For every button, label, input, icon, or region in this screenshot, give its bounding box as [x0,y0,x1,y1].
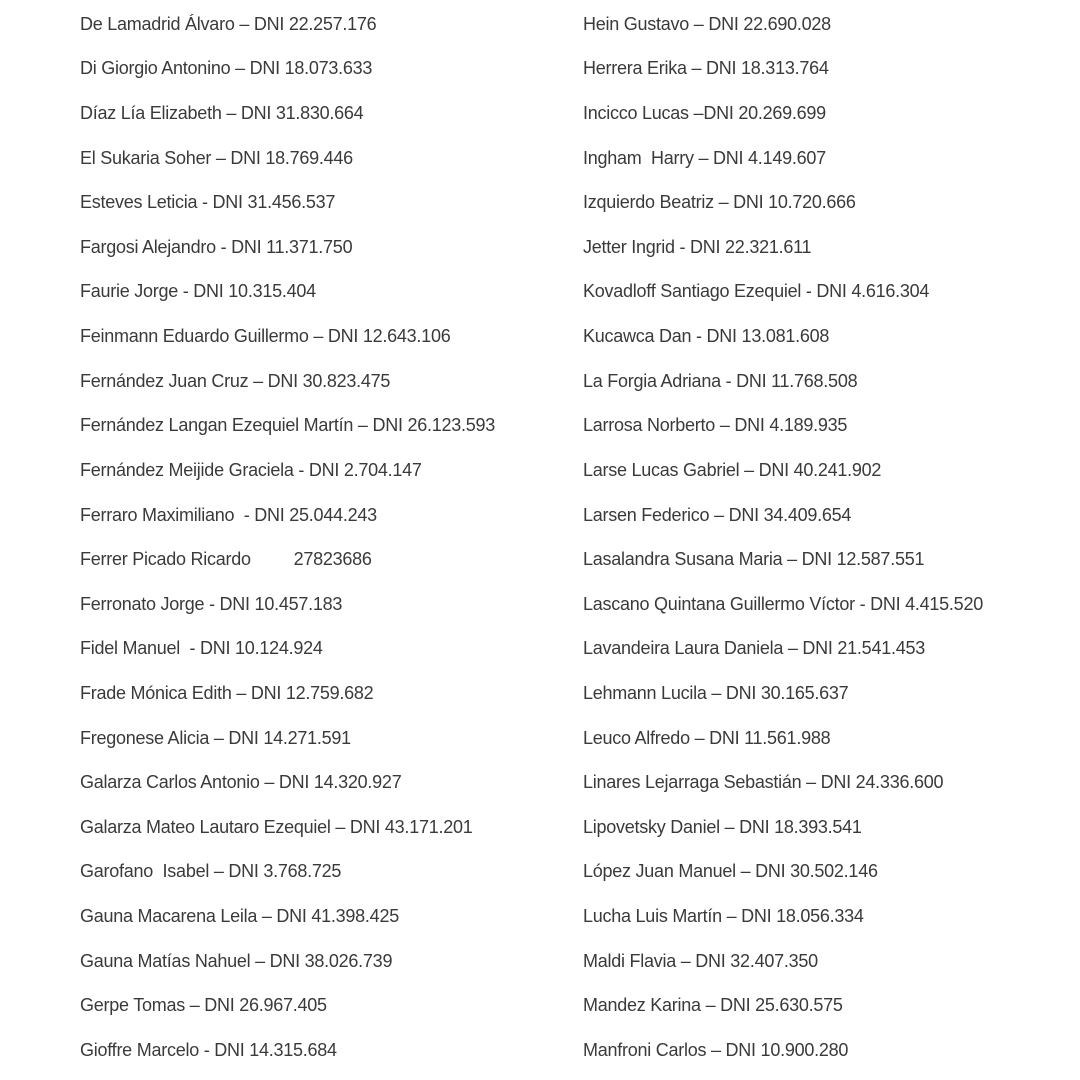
list-item: Gauna Matías Nahuel – DNI 38.026.739 [80,950,393,971]
list-item: Lasalandra Susana Maria – DNI 12.587.551 [583,549,925,570]
list-item: Lehmann Lucila – DNI 30.165.637 [583,682,849,703]
list-item: Feinmann Eduardo Guillermo – DNI 12.643.106 [80,326,451,347]
list-item: Ferronato Jorge - DNI 10.457.183 [80,593,343,614]
dni-list-left-column [80,2,495,1073]
list-item: Galarza Mateo Lautaro Ezequiel – DNI 43.171.201 [80,816,473,837]
list-item: Hein Gustavo – DNI 22.690.028 [583,13,831,34]
list-item: Manfroni Carlos – DNI 10.900.280 [583,1039,849,1060]
list-item: Di Giorgio Antonino – DNI 18.073.633 [80,58,373,79]
list-item: Ingham Harry – DNI 4.149.607 [583,147,826,168]
list-item: Linares Lejarraga Sebastián – DNI 24.336.600 [583,772,944,793]
list-item: Galarza Carlos Antonio – DNI 14.320.927 [80,772,402,793]
list-item: Lascano Quintana Guillermo Víctor - DNI 4.415.520 [583,593,983,614]
list-item: Lipovetsky Daniel – DNI 18.393.541 [583,816,862,837]
list-item: Kovadloff Santiago Ezequiel - DNI 4.616.304 [583,281,930,302]
list-item: Gauna Macarena Leila – DNI 41.398.425 [80,905,399,926]
list-item: Larsen Federico – DNI 34.409.654 [583,504,852,525]
list-item: Faurie Jorge - DNI 10.315.404 [80,281,316,302]
list-item: Mandez Karina – DNI 25.630.575 [583,995,843,1016]
list-item: Ferraro Maximiliano - DNI 25.044.243 [80,504,377,525]
list-item: De Lamadrid Álvaro – DNI 22.257.176 [80,13,377,34]
list-item: Lavandeira Laura Daniela – DNI 21.541.453 [583,638,925,659]
list-item: Gerpe Tomas – DNI 26.967.405 [80,995,327,1016]
list-item: Fargosi Alejandro - DNI 11.371.750 [80,236,353,257]
list-item: Fernández Meijide Graciela - DNI 2.704.147 [80,459,422,480]
list-item: Ferrer Picado Ricardo 27823686 [80,549,372,570]
list-item: Fregonese Alicia – DNI 14.271.591 [80,727,351,748]
list-item: Herrera Erika – DNI 18.313.764 [583,58,829,79]
list-item: Maldi Flavia – DNI 32.407.350 [583,950,818,971]
list-item: Fidel Manuel - DNI 10.124.924 [80,638,323,659]
list-item: Izquierdo Beatriz – DNI 10.720.666 [583,192,856,213]
list-item: Díaz Lía Elizabeth – DNI 31.830.664 [80,103,364,124]
list-item: Larrosa Norberto – DNI 4.189.935 [583,415,848,436]
dni-list-right-column [583,2,983,1073]
list-item: López Juan Manuel – DNI 30.502.146 [583,861,878,882]
list-item: Frade Mónica Edith – DNI 12.759.682 [80,682,374,703]
list-item: Lucha Luis Martín – DNI 18.056.334 [583,905,864,926]
list-item: Esteves Leticia - DNI 31.456.537 [80,192,336,213]
list-item: Incicco Lucas –DNI 20.269.699 [583,103,826,124]
list-item: Fernández Langan Ezequiel Martín – DNI 26.123.593 [80,415,496,436]
list-item: La Forgia Adriana - DNI 11.768.508 [583,370,858,391]
list-item: Leuco Alfredo – DNI 11.561.988 [583,727,831,748]
list-item: Gioffre Marcelo - DNI 14.315.684 [80,1039,337,1060]
list-item: El Sukaria Soher – DNI 18.769.446 [80,147,353,168]
list-item: Kucawca Dan - DNI 13.081.608 [583,326,830,347]
list-item: Fernández Juan Cruz – DNI 30.823.475 [80,370,391,391]
list-item: Larse Lucas Gabriel – DNI 40.241.902 [583,459,882,480]
list-item: Jetter Ingrid - DNI 22.321.611 [583,236,812,257]
list-item: Garofano Isabel – DNI 3.768.725 [80,861,342,882]
